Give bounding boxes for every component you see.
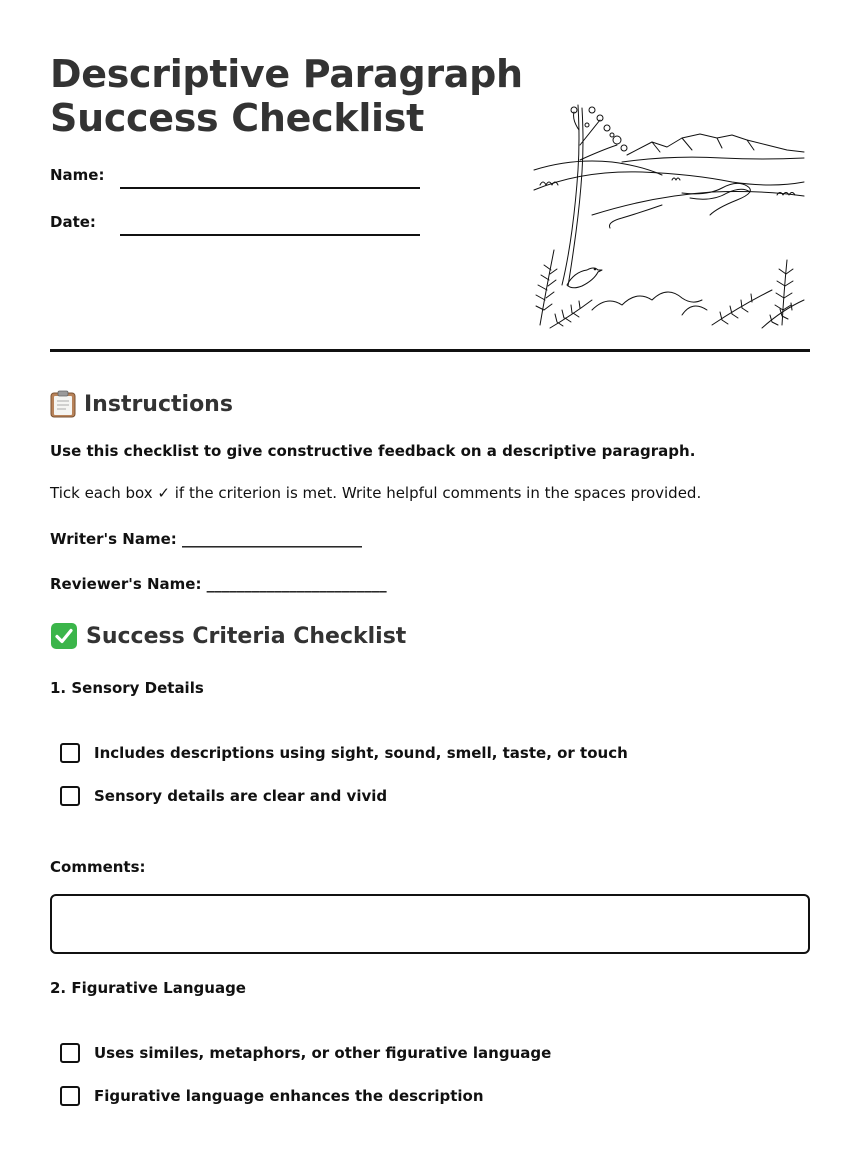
checklist-item-label: Includes descriptions using sight, sound, smell, taste, or touch [94, 744, 628, 762]
writer-name-field[interactable]: Writer's Name: ________________________ [50, 530, 363, 548]
name-label: Name: [50, 166, 105, 184]
checklist-item[interactable] [60, 1086, 484, 1106]
checklist-heading-text: Success Criteria Checklist [86, 623, 407, 649]
check-mark-icon [50, 622, 78, 650]
checklist-item-label: Uses similes, metaphors, or other figurative language [94, 1044, 552, 1062]
instructions-tick-text: Tick each box ✓ if the criterion is met. Write helpful comments in the spaces provided. [50, 484, 702, 502]
clipboard-icon [50, 390, 76, 418]
comments-field[interactable] [50, 894, 810, 954]
checklist-heading [50, 622, 406, 650]
title-line-2: Success Checklist [50, 96, 424, 140]
section-divider [50, 349, 810, 352]
section-title-sensory: 1. Sensory Details [50, 679, 204, 697]
name-field[interactable] [120, 187, 420, 189]
section-title-figurative: 2. Figurative Language [50, 979, 246, 997]
title-line-1: Descriptive Paragraph [50, 52, 523, 96]
date-field[interactable] [120, 234, 420, 236]
checklist-item-label: Sensory details are clear and vivid [94, 787, 388, 805]
instructions-intro: Use this checklist to give constructive feedback on a descriptive paragraph. [50, 442, 696, 460]
checklist-item-label: Figurative language enhances the description [94, 1087, 484, 1105]
checkbox[interactable] [60, 743, 80, 763]
date-label: Date: [50, 213, 96, 231]
instructions-heading [50, 390, 233, 418]
checklist-item[interactable] [60, 1043, 551, 1063]
comments-label: Comments: [50, 858, 146, 876]
checkbox[interactable] [60, 1043, 80, 1063]
checkbox[interactable] [60, 1086, 80, 1106]
checklist-item[interactable] [60, 743, 628, 763]
instructions-heading-text: Instructions [84, 391, 233, 417]
page-title [50, 52, 523, 140]
reviewer-name-field[interactable]: Reviewer's Name: ________________________ [50, 575, 387, 593]
landscape-illustration [532, 100, 810, 330]
checklist-item[interactable] [60, 786, 387, 806]
checkbox[interactable] [60, 786, 80, 806]
